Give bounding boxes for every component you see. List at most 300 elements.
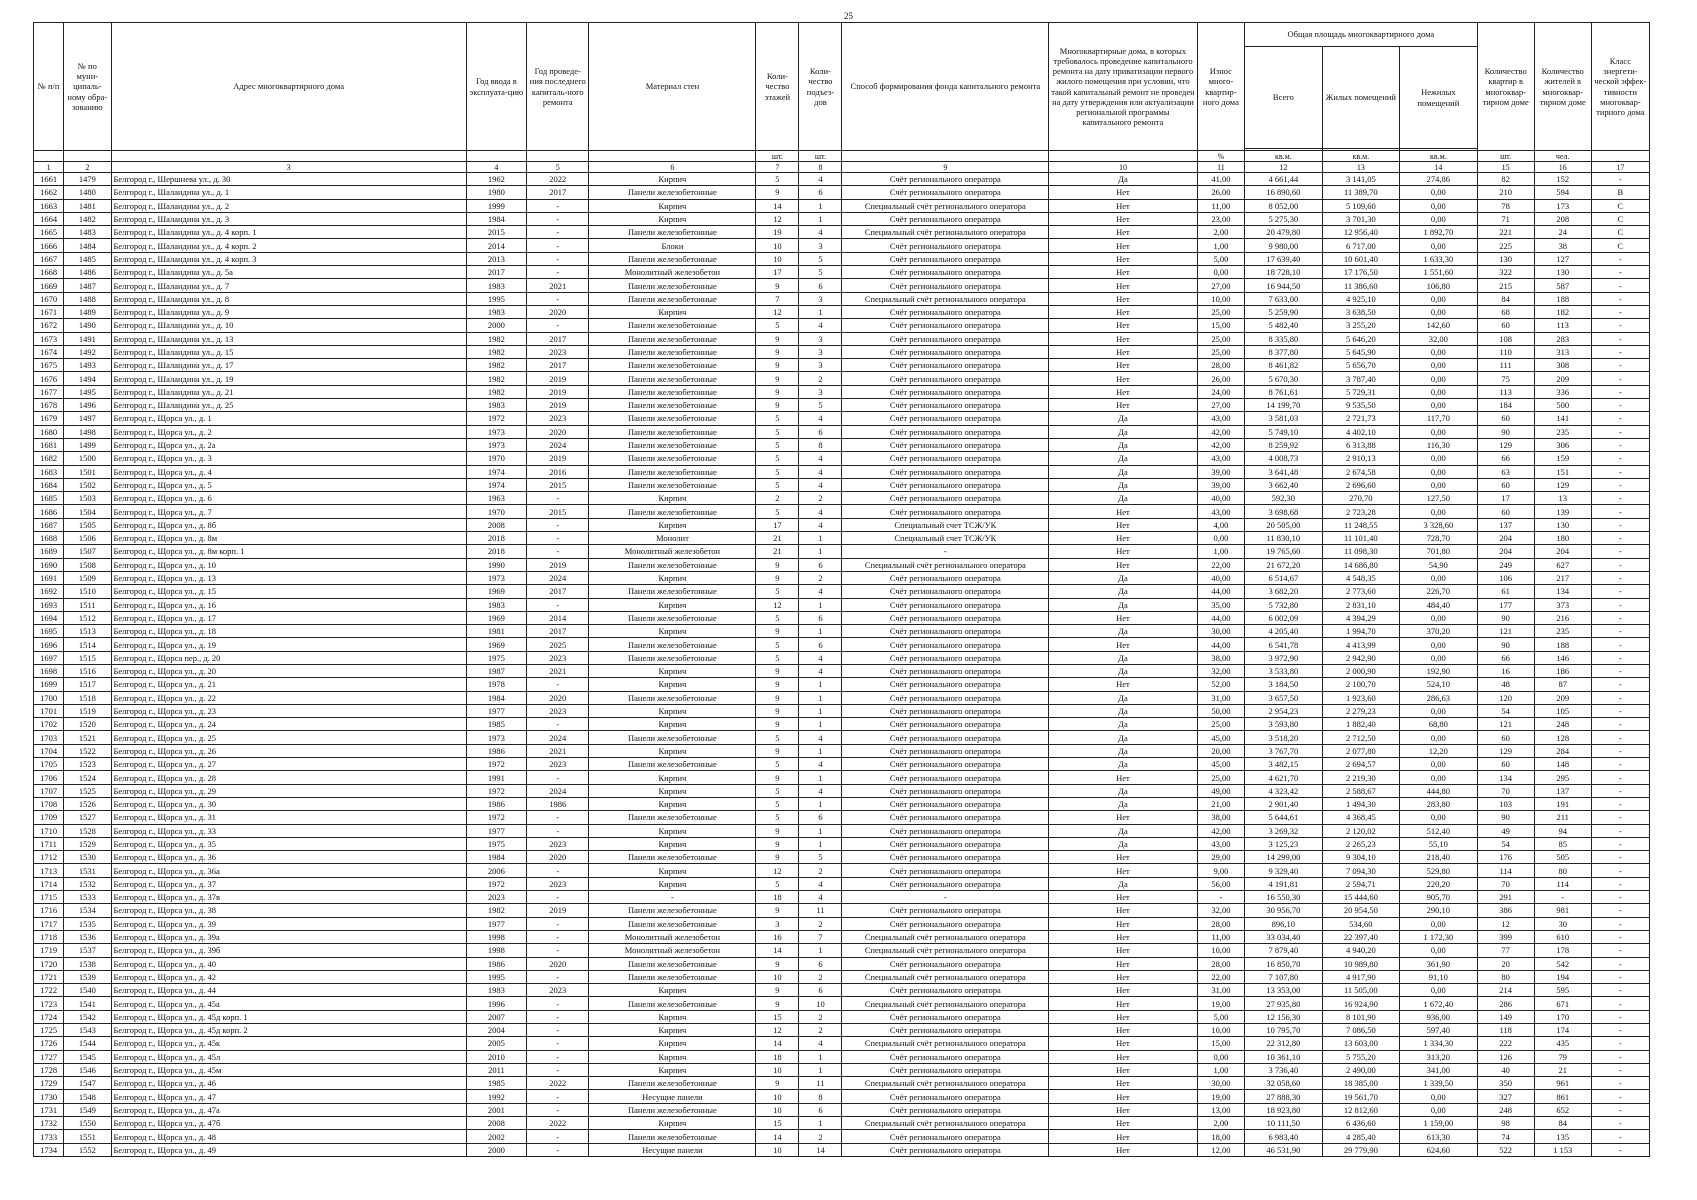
table-cell: Счёт регионального оператора [842,1024,1049,1037]
table-cell: 4 [799,758,842,771]
table-cell: 5 [756,784,799,797]
table-cell: - [1591,917,1649,930]
table-cell: 1513 [64,625,111,638]
table-cell: 1676 [34,372,64,385]
unit-cell: % [1197,151,1244,162]
column-number-row [34,162,1650,173]
table-cell: 1982 [466,904,526,917]
table-cell: 114 [1534,877,1591,890]
table-cell: 1975 [466,837,526,850]
table-cell: 210 [1477,186,1534,199]
table-cell: Счёт регионального оператора [842,465,1049,478]
address-cell: Белгород г., Шаландина ул., д. 4 корп. 3 [111,252,466,265]
table-cell: 3 701,30 [1322,212,1400,225]
table-cell: Нет [1049,851,1198,864]
table-cell: 1680 [34,425,64,438]
table-cell: Кирпич [589,771,756,784]
table-cell: 5 [756,505,799,518]
address-cell: Белгород г., Щорса ул., д. 18 [111,625,466,638]
address-cell: Белгород г., Щорса ул., д. 42 [111,970,466,983]
table-row [34,359,1650,372]
table-cell: 1480 [64,186,111,199]
table-cell: Счёт регионального оператора [842,359,1049,372]
table-cell: 1510 [64,585,111,598]
table-cell: - [527,292,589,305]
table-cell: 1542 [64,1010,111,1023]
table-cell: 2017 [527,625,589,638]
table-cell: 39,00 [1197,465,1244,478]
table-cell: Да [1049,452,1198,465]
table-cell: 60 [1477,319,1534,332]
table-cell: 2015 [527,478,589,491]
address-cell: Белгород г., Шаландина ул., д. 5а [111,266,466,279]
table-cell: Специальный счет ТСЖ/УК [842,532,1049,545]
table-cell: 1687 [34,518,64,531]
table-cell: Специальный счёт регионального оператора [842,558,1049,571]
table-cell: Счёт регионального оператора [842,638,1049,651]
table-cell: 9 [756,399,799,412]
table-row [34,292,1650,305]
table-cell: 1986 [466,744,526,757]
table-cell: Счёт регионального оператора [842,1050,1049,1063]
table-cell: 4 621,70 [1245,771,1323,784]
table-cell: 149 [1477,1010,1534,1023]
table-cell: 9 329,40 [1245,864,1323,877]
table-cell: Специальный счёт регионального оператора [842,1077,1049,1090]
table-cell: 5 275,30 [1245,212,1323,225]
table-cell: 1987 [466,664,526,677]
table-cell: 141 [1534,412,1591,425]
table-cell: 370,20 [1400,625,1478,638]
table-cell: 174 [1534,1024,1591,1037]
table-cell: - [1591,997,1649,1010]
table-cell: Несущие панели [589,1143,756,1156]
table-cell: 2020 [527,425,589,438]
table-cell: 127 [1534,252,1591,265]
unit-cell [527,151,589,162]
table-cell: 1986 [466,957,526,970]
address-cell: Белгород г., Шаландина ул., д. 21 [111,385,466,398]
address-cell: Белгород г., Щорса ул., д. 40 [111,957,466,970]
table-cell: 0,00 [1400,811,1478,824]
table-cell: - [527,864,589,877]
table-cell: 7 094,30 [1322,864,1400,877]
table-cell: 1 923,60 [1322,691,1400,704]
table-cell: 9 [756,359,799,372]
table-cell: Счёт регионального оператора [842,332,1049,345]
table-cell: 2001 [466,1103,526,1116]
address-cell: Белгород г., Щорса ул., д. 24 [111,718,466,731]
table-cell: 5 482,40 [1245,319,1323,332]
table-cell: 1983 [466,399,526,412]
column-number-cell: 6 [589,162,756,173]
table-cell: 139 [1534,505,1591,518]
table-row [34,877,1650,890]
table-cell: 126 [1477,1050,1534,1063]
unit-cell: кв.м. [1245,151,1323,162]
table-cell: 529,80 [1400,864,1478,877]
table-row [34,984,1650,997]
table-row [34,1077,1650,1090]
table-cell: 43,00 [1197,837,1244,850]
table-cell: 905,70 [1400,891,1478,904]
table-cell: 2017 [466,266,526,279]
table-cell: 1983 [466,984,526,997]
table-row [34,1037,1650,1050]
table-cell: 5 [799,252,842,265]
table-cell: 1491 [64,332,111,345]
table-cell: - [1591,1103,1649,1116]
header-wear: Износ много-квартир-ного дома [1197,23,1244,151]
table-cell: 4 [799,1037,842,1050]
table-cell: 184 [1477,399,1534,412]
table-cell: Кирпич [589,797,756,810]
table-cell: 1671 [34,305,64,318]
table-cell: - [1591,558,1649,571]
table-cell: 6 313,88 [1322,438,1400,451]
table-cell: 2 773,60 [1322,585,1400,598]
table-cell: 1974 [466,465,526,478]
table-cell: - [527,1024,589,1037]
table-cell: 286 [1477,997,1534,1010]
table-cell: Панели железобетонные [589,1130,756,1143]
table-cell: 11 [799,1077,842,1090]
table-cell: - [527,239,589,252]
table-cell: 0,00 [1197,532,1244,545]
table-cell: 117,70 [1400,412,1478,425]
table-cell: 209 [1534,691,1591,704]
table-cell: 1982 [466,345,526,358]
header-address: Адрес многоквартирного дома [111,23,466,151]
address-cell: Белгород г., Щорса ул., д. 2а [111,438,466,451]
table-cell: 3 125,23 [1245,837,1323,850]
column-number-cell: 10 [1049,162,1198,173]
table-cell: Счёт регионального оператора [842,186,1049,199]
table-cell: 177 [1477,598,1534,611]
table-row [34,970,1650,983]
table-cell: - [527,532,589,545]
table-cell: 3 581,03 [1245,412,1323,425]
table-cell: Нет [1049,399,1198,412]
table-cell: 2023 [527,837,589,850]
address-cell: Белгород г., Щорса ул., д. 39 [111,917,466,930]
table-cell: 5 [756,651,799,664]
address-cell: Белгород г., Щорса ул., д. 47б [111,1117,466,1130]
table-cell: Да [1049,758,1198,771]
table-cell: 1543 [64,1024,111,1037]
table-cell: 1495 [64,385,111,398]
table-cell: 220,20 [1400,877,1478,890]
table-cell: 1721 [34,970,64,983]
table-cell: 22,00 [1197,558,1244,571]
table-cell: 235 [1534,425,1591,438]
table-cell: 4 285,40 [1322,1130,1400,1143]
table-cell: 176 [1477,851,1534,864]
table-cell: Счёт регионального оператора [842,837,1049,850]
address-cell: Белгород г., Шаландина ул., д. 9 [111,305,466,318]
table-cell: 20,00 [1197,744,1244,757]
table-cell: Кирпич [589,784,756,797]
table-cell: Счёт регионального оператора [842,266,1049,279]
table-cell: Счёт регионального оператора [842,212,1049,225]
table-cell: 79 [1534,1050,1591,1063]
table-cell: 3 [799,292,842,305]
table-cell: 1,00 [1197,545,1244,558]
table-cell: Счёт регионального оператора [842,585,1049,598]
table-cell: - [1591,625,1649,638]
table-cell: 2 279,23 [1322,704,1400,717]
table-cell: 1516 [64,664,111,677]
table-cell: 0,00 [1400,359,1478,372]
table-cell: 217 [1534,571,1591,584]
table-cell: 13 [1534,492,1591,505]
unit-cell [842,151,1049,162]
table-cell: 43,00 [1197,452,1244,465]
table-cell: - [1591,412,1649,425]
table-cell: Специальный счёт регионального оператора [842,1037,1049,1050]
table-cell: 29 779,90 [1322,1143,1400,1156]
table-cell: 106 [1477,571,1534,584]
table-cell: Панели железобетонные [589,438,756,451]
table-cell: 2023 [527,704,589,717]
table-cell: 1716 [34,904,64,917]
table-cell: 1678 [34,399,64,412]
table-cell: Нет [1049,1063,1198,1076]
table-cell: 1548 [64,1090,111,1103]
table-cell: 12 [756,598,799,611]
table-cell: 1529 [64,837,111,850]
header-floors: Коли-чество этажей [756,23,799,151]
table-cell: - [1591,478,1649,491]
table-cell: 0,00 [1400,305,1478,318]
table-cell: 15,00 [1197,319,1244,332]
table-cell: 32 058,60 [1245,1077,1323,1090]
table-cell: 6 002,09 [1245,611,1323,624]
address-cell: Белгород г., Щорса ул., д. 35 [111,837,466,850]
table-cell: 14 [756,199,799,212]
table-cell: 4 [799,877,842,890]
table-cell: 5 [756,811,799,824]
table-cell: 9 [756,851,799,864]
table-cell: 1694 [34,611,64,624]
table-cell: 11 505,00 [1322,984,1400,997]
table-cell: 4 205,40 [1245,625,1323,638]
table-cell: 3 533,80 [1245,664,1323,677]
table-cell: 23,00 [1197,212,1244,225]
table-cell: 226,70 [1400,585,1478,598]
table-cell: 10,00 [1197,944,1244,957]
table-cell: - [527,1103,589,1116]
table-cell: 1689 [34,545,64,558]
address-cell: Белгород г., Шаландина ул., д. 1 [111,186,466,199]
address-cell: Белгород г., Щорса ул., д. 36а [111,864,466,877]
address-cell: Белгород г., Щорса ул., д. 39б [111,944,466,957]
table-cell: Нет [1049,319,1198,332]
table-cell: 1982 [466,385,526,398]
table-cell: 1 633,30 [1400,252,1478,265]
table-cell: 1973 [466,438,526,451]
table-cell: 13 353,00 [1245,984,1323,997]
table-cell: - [1591,771,1649,784]
table-cell: 1517 [64,678,111,691]
table-cell: - [1591,664,1649,677]
table-cell: 21 [1534,1063,1591,1076]
table-row [34,664,1650,677]
table-cell: 1702 [34,718,64,731]
table-cell: 2025 [527,638,589,651]
housing-register-table [33,22,1650,1157]
table-cell: 135 [1534,1130,1591,1143]
table-cell: 1992 [466,1090,526,1103]
table-cell: 1969 [466,585,526,598]
table-row [34,598,1650,611]
table-cell: 2017 [527,186,589,199]
table-cell: Счёт регионального оператора [842,611,1049,624]
table-cell: 10 [756,1063,799,1076]
table-cell: - [1591,1024,1649,1037]
table-cell: Панели железобетонные [589,611,756,624]
address-cell: Белгород г., Щорса ул., д. 29 [111,784,466,797]
table-cell: 652 [1534,1103,1591,1116]
table-cell: 0,00 [1400,758,1478,771]
units-row [34,151,1650,162]
table-cell: 4 [799,585,842,598]
table-cell: 2022 [527,173,589,186]
table-cell: 9 [756,837,799,850]
table-cell: 3 767,70 [1245,744,1323,757]
table-cell: 130 [1534,266,1591,279]
table-cell: 1 892,70 [1400,226,1478,239]
table-cell: - [527,1010,589,1023]
table-cell: - [527,718,589,731]
table-cell: 1533 [64,891,111,904]
table-cell: Нет [1049,558,1198,571]
table-cell: 2 [799,1024,842,1037]
table-cell: Счёт регионального оператора [842,758,1049,771]
table-cell: - [842,891,1049,904]
table-body [34,173,1650,1157]
table-cell: 1982 [466,332,526,345]
table-cell: 2021 [527,664,589,677]
table-cell: 1711 [34,837,64,850]
table-cell: 6 436,60 [1322,1117,1400,1130]
table-cell: Панели железобетонные [589,957,756,970]
table-cell: 43,00 [1197,505,1244,518]
table-cell: Нет [1049,678,1198,691]
table-cell: 1704 [34,744,64,757]
table-cell: Панели железобетонные [589,904,756,917]
table-cell: - [527,518,589,531]
table-cell: 9 [756,571,799,584]
table-cell: 249 [1477,558,1534,571]
table-cell: 24,00 [1197,385,1244,398]
table-cell: 1985 [466,1077,526,1090]
column-number-cell: 9 [842,162,1049,173]
table-cell: 1 [799,532,842,545]
table-cell: 1530 [64,851,111,864]
table-cell: 9 980,00 [1245,239,1323,252]
table-cell: - [1591,279,1649,292]
table-cell: - [1591,438,1649,451]
table-cell: 6 [799,425,842,438]
table-cell: 12 [756,305,799,318]
table-cell: - [1591,492,1649,505]
table-cell: 16 944,50 [1245,279,1323,292]
table-cell: 1727 [34,1050,64,1063]
table-row [34,997,1650,1010]
table-row [34,930,1650,943]
table-cell: Нет [1049,811,1198,824]
table-cell: 1,00 [1197,239,1244,252]
table-cell: 5 [756,478,799,491]
table-cell: 1528 [64,824,111,837]
column-number-cell: 15 [1477,162,1534,173]
table-cell: Нет [1049,904,1198,917]
table-cell: Кирпич [589,864,756,877]
table-cell: 1668 [34,266,64,279]
table-cell: 56,00 [1197,877,1244,890]
table-cell: Счёт регионального оператора [842,864,1049,877]
table-row [34,811,1650,824]
table-cell: 1531 [64,864,111,877]
table-cell: 25,00 [1197,305,1244,318]
address-cell: Белгород г., Щорса ул., д. 19 [111,638,466,651]
table-cell: 1504 [64,505,111,518]
table-cell: - [527,492,589,505]
table-cell: Нет [1049,292,1198,305]
table-cell: 4 413,99 [1322,638,1400,651]
table-cell: 68 [1477,305,1534,318]
table-cell: Счёт регионального оператора [842,664,1049,677]
table-cell: 286,63 [1400,691,1478,704]
table-cell: Нет [1049,252,1198,265]
table-cell: 1703 [34,731,64,744]
table-cell: 3 657,50 [1245,691,1323,704]
table-cell: 0,00 [1400,425,1478,438]
table-row [34,1117,1650,1130]
table-cell: 0,00 [1400,1103,1478,1116]
table-cell: - [1591,611,1649,624]
table-cell: Счёт регионального оператора [842,571,1049,584]
table-cell: 1 [799,704,842,717]
table-cell: 130 [1534,518,1591,531]
table-cell: Нет [1049,1130,1198,1143]
column-number-cell: 2 [64,162,111,173]
table-cell: 5 [756,758,799,771]
table-cell: 7 633,00 [1245,292,1323,305]
table-cell: 2 [799,917,842,930]
table-cell: 110 [1477,345,1534,358]
table-cell: Панели железобетонные [589,425,756,438]
table-cell: 1550 [64,1117,111,1130]
table-cell: 188 [1534,292,1591,305]
table-cell: 1688 [34,532,64,545]
table-cell: Специальный счёт регионального оператора [842,292,1049,305]
table-cell: 1998 [466,944,526,957]
table-cell: - [1591,319,1649,332]
table-cell: 105 [1534,704,1591,717]
table-cell: 4 548,35 [1322,571,1400,584]
address-cell: Белгород г., Шаландина ул., д. 8 [111,292,466,305]
table-row [34,837,1650,850]
table-cell: 4 [799,478,842,491]
table-cell: 1 [799,718,842,731]
table-cell: Панели железобетонные [589,359,756,372]
table-cell: Кирпич [589,305,756,318]
table-cell: - [527,212,589,225]
table-cell: 2018 [466,545,526,558]
table-cell: 46 531,90 [1245,1143,1323,1156]
